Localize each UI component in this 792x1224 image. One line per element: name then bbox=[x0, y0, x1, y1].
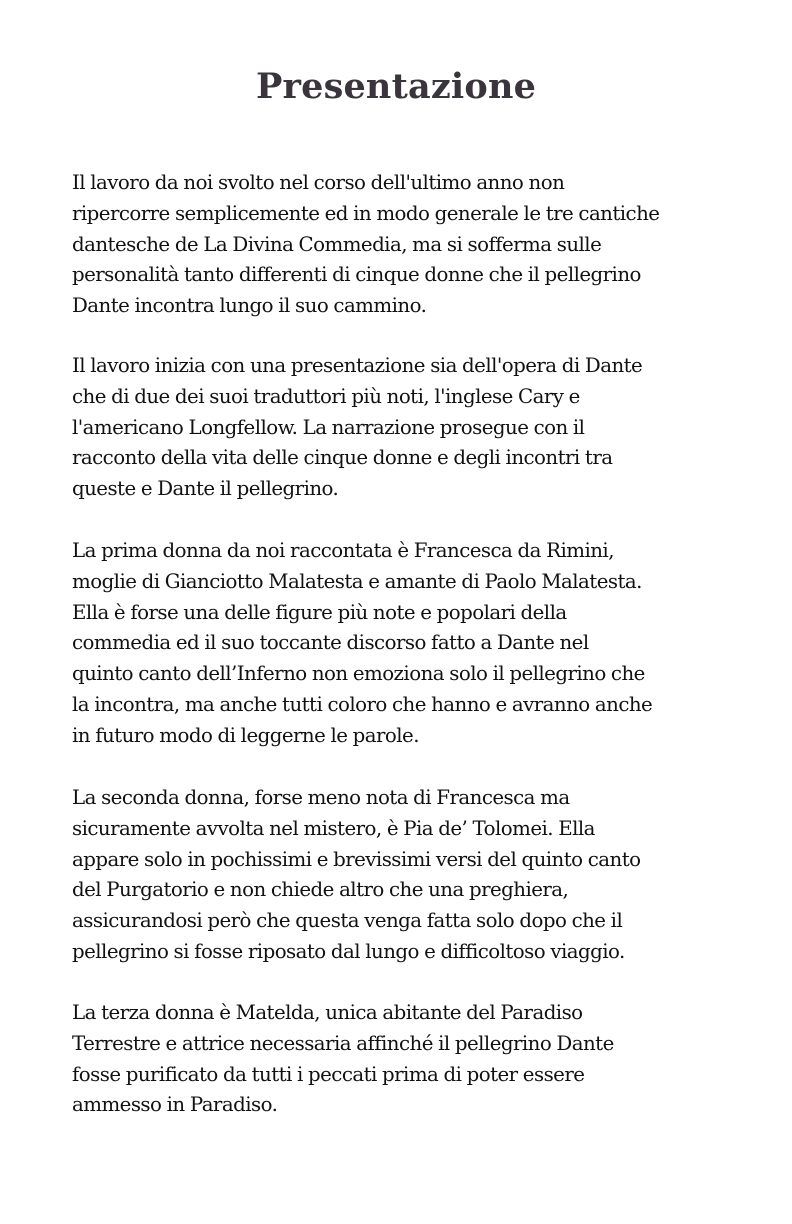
text-line: La prima donna da noi raccontata è Francesca da Rimini, bbox=[72, 539, 614, 562]
text-line: La seconda donna, forse meno nota di Francesca ma bbox=[72, 786, 570, 809]
text-line: moglie di Gianciotto Malatesta e amante di Paolo Malatesta. bbox=[72, 569, 642, 593]
paragraph-overview bbox=[72, 351, 732, 505]
text-line: sicuramente avvolta nel mistero, è Pia de’ Tolomei. Ella bbox=[72, 816, 595, 840]
text-line: pellegrino si fosse riposato dal lungo e difficoltoso viaggio. bbox=[72, 939, 625, 963]
text-line: appare solo in pochissimi e brevissimi versi del quinto canto bbox=[72, 847, 641, 871]
paragraph-pia bbox=[72, 783, 732, 968]
paragraph-francesca bbox=[72, 536, 732, 752]
text-line: fosse purificato da tutti i peccati prima di poter essere bbox=[72, 1062, 585, 1086]
text-line: queste e Dante il pellegrino. bbox=[72, 477, 339, 501]
text-line: l'americano Longfellow. La narrazione prosegue con il bbox=[72, 415, 585, 439]
text-line: Ella è forse una delle figure più note e popolari della bbox=[72, 600, 567, 624]
text-line: Il lavoro inizia con una presentazione sia dell'opera di Dante bbox=[72, 354, 643, 377]
text-line: assicurandosi però che questa venga fatta solo dopo che il bbox=[72, 909, 623, 933]
text-line: che di due dei suoi traduttori più noti, l'inglese Cary e bbox=[72, 384, 580, 408]
text-line: racconto della vita delle cinque donne e degli incontri tra bbox=[72, 446, 613, 470]
text-line: del Purgatorio e non chiede altro che una preghiera, bbox=[72, 878, 569, 902]
text-line: Dante incontra lungo il suo cammino. bbox=[72, 294, 427, 318]
page-title: Presentazione bbox=[255, 66, 537, 107]
text-line: ripercorre semplicemente ed in modo generale le tre cantiche bbox=[72, 201, 660, 225]
text-line: Il lavoro da noi svolto nel corso dell'ultimo anno non bbox=[72, 171, 565, 194]
paragraph-intro bbox=[72, 168, 732, 322]
text-line: commedia ed il suo toccante discorso fatto a Dante nel bbox=[72, 631, 589, 655]
text-line: personalità tanto differenti di cinque donne che il pellegrino bbox=[72, 263, 641, 287]
text-line: in futuro modo di leggerne le parole. bbox=[72, 723, 419, 747]
text-line: quinto canto dell’Inferno non emoziona solo il pellegrino che bbox=[72, 662, 645, 686]
text-line: La terza donna è Matelda, unica abitante del Paradiso bbox=[72, 1001, 583, 1024]
text-line: ammesso in Paradiso. bbox=[72, 1093, 278, 1117]
text-line: la incontra, ma anche tutti coloro che hanno e avranno anche bbox=[72, 692, 653, 716]
text-line: Terrestre e attrice necessaria affinché il pellegrino Dante bbox=[72, 1031, 614, 1055]
paragraph-matelda bbox=[72, 998, 732, 1121]
text-line: dantesche de La Divina Commedia, ma si sofferma sulle bbox=[72, 232, 602, 256]
